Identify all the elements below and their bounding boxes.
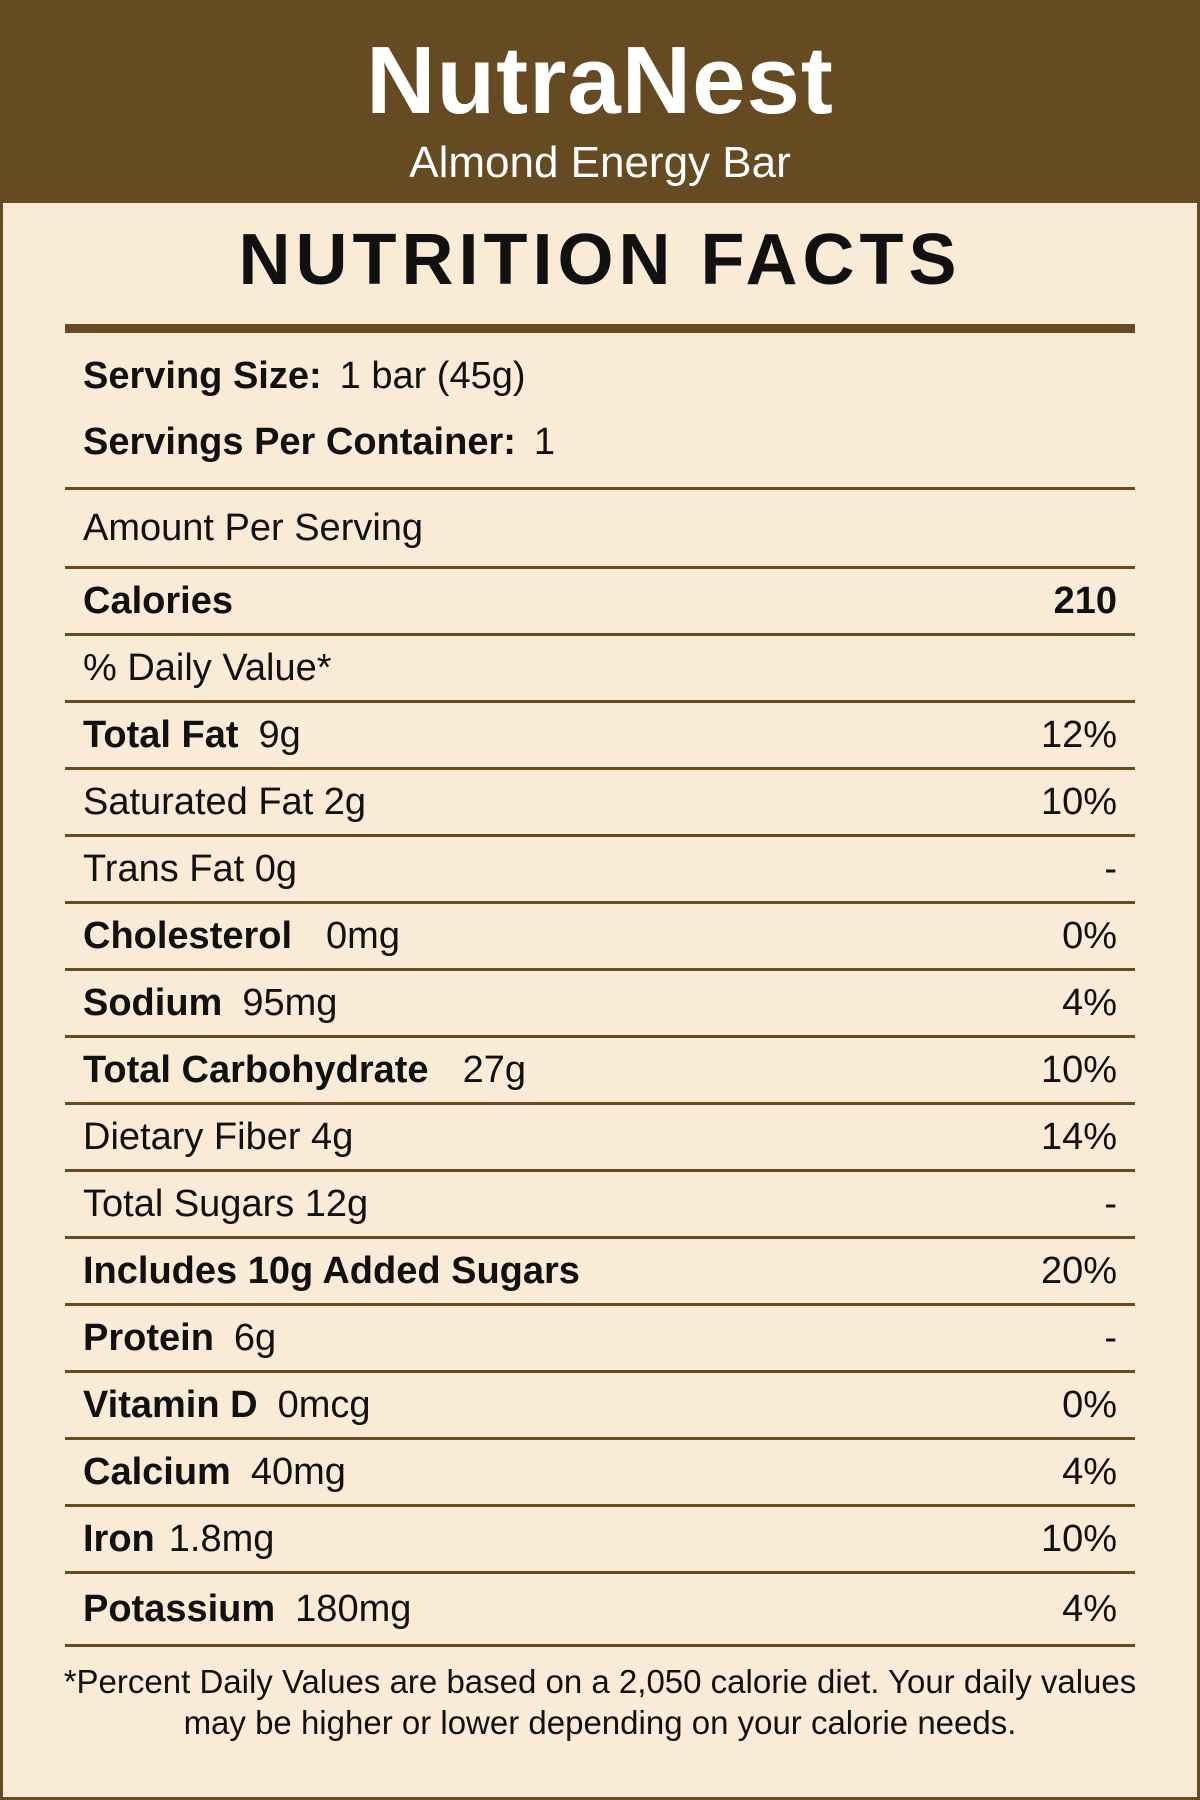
- nutrient-row-iron: [3, 1507, 1197, 1571]
- nutrient-name: Iron: [83, 1517, 155, 1560]
- nutrient-name: Dietary Fiber 4g: [83, 1115, 354, 1158]
- nutrient-name: Total Carbohydrate: [83, 1048, 429, 1091]
- nutrient-name: Cholesterol: [83, 914, 293, 957]
- nutrient-dv: 0%: [1062, 914, 1117, 957]
- serving-info: [3, 333, 1197, 475]
- nutrient-name: Potassium: [83, 1587, 276, 1630]
- nutrient-name: Saturated Fat 2g: [83, 780, 367, 823]
- nutrient-dv: 14%: [1040, 1115, 1117, 1158]
- nutrient-row-total-carbohydrate: [3, 1038, 1197, 1102]
- nutrient-amount: 1.8mg: [168, 1517, 275, 1560]
- nutrient-row-dietary-fiber: [3, 1105, 1197, 1169]
- serving-size-value: 1 bar (45g): [339, 354, 526, 397]
- servings-per-container-value: 1: [533, 420, 556, 463]
- nutrient-row-sodium: [3, 971, 1197, 1035]
- nutrient-row-calcium: [3, 1440, 1197, 1504]
- servings-per-container-row: [83, 409, 1117, 475]
- nutrient-row-added-sugars: [3, 1239, 1197, 1303]
- nutrient-amount: 27g: [462, 1048, 526, 1091]
- amount-per-serving-label: Amount Per Serving: [83, 506, 424, 549]
- nutrient-row-vitamin-d: [3, 1373, 1197, 1437]
- nutrition-facts-title: NUTRITION FACTS: [238, 220, 962, 300]
- nutrient-row-total-fat: [3, 703, 1197, 767]
- nutrient-amount: 95mg: [242, 981, 338, 1024]
- nutrient-dv: 4%: [1062, 981, 1117, 1024]
- serving-size-row: [83, 343, 1117, 409]
- nutrient-name: Protein: [83, 1316, 214, 1359]
- nutrient-dv: -: [1104, 1182, 1117, 1225]
- nutrient-dv: 12%: [1040, 713, 1117, 756]
- nutrient-dv: 4%: [1062, 1450, 1117, 1493]
- thick-divider: [65, 324, 1135, 333]
- nutrient-amount: 6g: [233, 1316, 277, 1359]
- nutrient-amount: 0mg: [326, 914, 400, 957]
- nutrient-amount: 0mcg: [277, 1383, 371, 1426]
- nutrient-row-total-sugars: [3, 1172, 1197, 1236]
- nutrient-name: Total Fat: [83, 713, 239, 756]
- daily-value-header-row: [3, 636, 1197, 700]
- nutrient-amount: 40mg: [250, 1450, 346, 1493]
- daily-value-footnote: *Percent Daily Values are based on a 2,050 calorie diet. Your daily values may be higher or lower depending on your calorie needs.: [63, 1663, 1137, 1742]
- nutrient-dv: 0%: [1062, 1383, 1117, 1426]
- nutrient-dv: -: [1104, 1316, 1117, 1359]
- nutrient-name: Trans Fat 0g: [83, 847, 298, 890]
- product-name: Almond Energy Bar: [409, 138, 791, 187]
- nutrient-dv: 10%: [1040, 1517, 1117, 1560]
- amount-per-serving-row: [3, 490, 1197, 566]
- nutrient-name: Sodium: [83, 981, 223, 1024]
- calories-value: 210: [1053, 579, 1117, 622]
- nutrient-dv: 4%: [1062, 1587, 1117, 1630]
- calories-label: Calories: [83, 579, 233, 622]
- nutrient-row-cholesterol: [3, 904, 1197, 968]
- nutrient-dv: 20%: [1040, 1249, 1117, 1292]
- nutrient-name: Total Sugars 12g: [83, 1182, 369, 1225]
- nutrient-dv: 10%: [1040, 1048, 1117, 1091]
- nutrient-name: Vitamin D: [83, 1383, 258, 1426]
- brand-header: [3, 3, 1197, 203]
- calories-row: [3, 569, 1197, 633]
- nutrient-name: Includes 10g Added Sugars: [83, 1249, 580, 1292]
- nutrient-amount: 9g: [258, 713, 301, 756]
- nutrient-dv: -: [1104, 847, 1117, 890]
- nutrient-row-potassium: [3, 1574, 1197, 1644]
- nutrient-name: Calcium: [83, 1450, 231, 1493]
- serving-size-label: Serving Size:: [83, 354, 322, 397]
- nutrient-row-trans-fat: [3, 837, 1197, 901]
- nutrient-row-saturated-fat: [3, 770, 1197, 834]
- nutrient-dv: 10%: [1040, 780, 1117, 823]
- brand-name: NutraNest: [366, 27, 834, 134]
- nutrient-row-protein: [3, 1306, 1197, 1370]
- nutrient-amount: 180mg: [295, 1587, 412, 1630]
- servings-per-container-label: Servings Per Container:: [83, 420, 516, 463]
- daily-value-header: % Daily Value*: [83, 646, 332, 689]
